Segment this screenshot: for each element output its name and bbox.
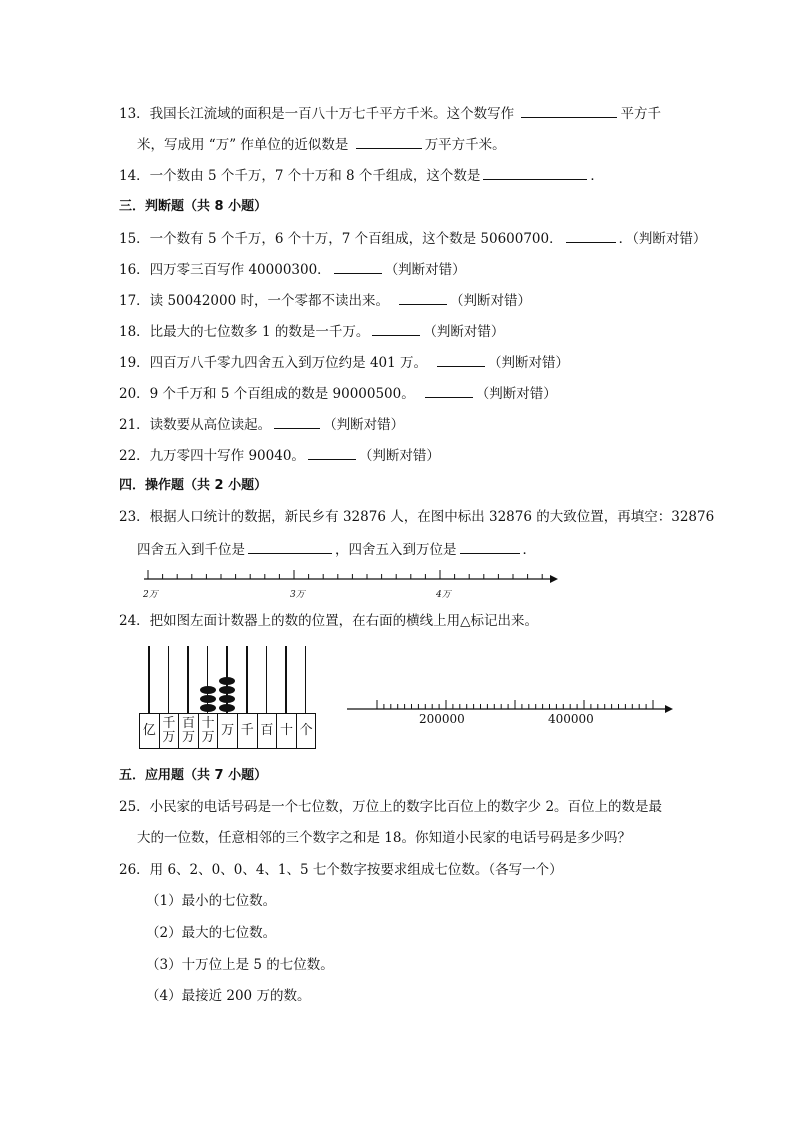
q18-suffix: （判断对错） — [423, 324, 505, 340]
q23-label-4wan: 4万 — [436, 590, 451, 600]
abacus-place-label: 亿 — [139, 713, 160, 749]
q24-number-line[interactable] — [345, 694, 675, 716]
q20 — [119, 384, 557, 403]
abacus-place-label: 百 万 — [178, 713, 199, 749]
abacus-rod — [285, 646, 287, 714]
q19 — [119, 353, 569, 372]
q13-text-unit: 平方千 — [620, 106, 661, 122]
abacus-bead — [219, 704, 235, 712]
q23-ticks — [148, 570, 542, 579]
abacus-bead — [200, 686, 216, 694]
abacus-place-label: 千 — [237, 713, 258, 749]
q23-line1: 23．根据人口统计的数据，新民乡有 32876 人，在图中标出 32876 的大致位置，再填空：32876 — [119, 509, 715, 525]
q21-blank[interactable] — [274, 415, 320, 429]
abacus-bead — [219, 686, 235, 694]
q16 — [119, 260, 466, 279]
abacus-rod — [187, 646, 189, 714]
q20-blank[interactable] — [425, 384, 473, 398]
q18-text: 18．比最大的七位数多 1 的数是一千万。 — [119, 324, 370, 340]
q14-text: 14．一个数由 5 个千万，7 个十万和 8 个千组成，这个数是 — [119, 168, 481, 184]
q19-blank[interactable] — [437, 353, 485, 367]
q17-suffix: （判断对错） — [449, 293, 531, 309]
q21-suffix: （判断对错） — [323, 417, 405, 433]
q23-blank-1[interactable] — [248, 540, 332, 554]
q14-period: ． — [590, 168, 604, 184]
q13-text-2: 米，写成用 “万” 作单位的近似数是 — [137, 137, 349, 153]
q26-item-3: （3）十万位上是 5 的七位数。 — [146, 957, 334, 973]
abacus-bead — [200, 704, 216, 712]
q22-suffix: （判断对错） — [358, 448, 440, 464]
q13-text-unit-2: 万平方千米。 — [424, 137, 506, 153]
q18 — [119, 322, 504, 341]
q23-text-c: ． — [522, 542, 536, 558]
q20-suffix: （判断对错） — [475, 386, 557, 402]
q22-text: 22．九万零四十写作 90040。 — [119, 448, 305, 464]
q25-line1: 25．小民家的电话号码是一个七位数，万位上的数字比百位上的数字少 2。百位上的数是最 — [119, 799, 663, 815]
q23-text-a: 四舍五入到千位是 — [137, 542, 245, 558]
q21 — [119, 415, 404, 434]
abacus-rod — [266, 646, 268, 714]
abacus-bead — [219, 695, 235, 703]
q23-number-line[interactable] — [140, 565, 560, 601]
q13-blank-1[interactable] — [521, 104, 617, 118]
q17-text: 17．读 50042000 时，一个零都不读出来。 — [119, 293, 389, 309]
q15-blank[interactable] — [566, 229, 616, 243]
q22-blank[interactable] — [308, 446, 356, 460]
q18-blank[interactable] — [372, 322, 420, 336]
q23-label-2wan: 2万 — [143, 590, 158, 600]
q17-blank[interactable] — [399, 291, 447, 305]
q26-item-4: （4）最接近 200 万的数。 — [146, 988, 311, 1004]
section-4-heading: 四．操作题（共 2 小题） — [119, 478, 268, 493]
abacus-rod — [246, 646, 248, 714]
abacus-place-label: 万 — [217, 713, 238, 749]
q15 — [119, 229, 706, 248]
q24-label-200000: 200000 — [419, 712, 465, 726]
abacus-bead — [200, 695, 216, 703]
abacus-place-label: 个 — [296, 713, 317, 749]
q19-text: 19．四百万八千零九四舍五入到万位约是 401 万。 — [119, 355, 428, 371]
q24-axis-arrow — [665, 705, 673, 713]
q15-text: 15．一个数有 5 个千万，6 个十万，7 个百组成，这个数是 50600700． — [119, 231, 563, 247]
q19-suffix: （判断对错） — [488, 355, 570, 371]
abacus-rod — [168, 646, 170, 714]
q22 — [119, 446, 440, 465]
section-3-heading: 三．判断题（共 8 小题） — [119, 199, 268, 214]
q16-blank[interactable] — [334, 260, 382, 274]
q26-intro: 26．用 6、2、0、0、4、1、5 七个数字按要求组成七位数。（各写一个） — [119, 862, 563, 878]
q26-item-1: （1）最小的七位数。 — [146, 893, 277, 909]
abacus-place-label: 百 — [257, 713, 278, 749]
q23-line2 — [137, 540, 536, 559]
q13-blank-2[interactable] — [356, 135, 422, 149]
q23-text-b: ，四舍五入到万位是 — [335, 542, 457, 558]
q14-blank[interactable] — [483, 166, 587, 180]
abacus-place-label: 十 — [276, 713, 297, 749]
abacus-place-label: 十 万 — [198, 713, 219, 749]
q20-text: 20．9 个千万和 5 个百组成的数是 90000500。 — [119, 386, 415, 402]
q16-text: 16．四万零三百写作 40000300． — [119, 262, 331, 278]
q13-line1 — [119, 104, 661, 123]
q25-line2: 大的一位数，任意相邻的三个数字之和是 18。你知道小民家的电话号码是多少吗？ — [137, 830, 631, 846]
q24-ticks — [377, 700, 653, 709]
q13-line2 — [137, 135, 506, 154]
q24-text: 24．把如图左面计数器上的数的位置，在右面的横线上用△标记出来。 — [119, 613, 539, 629]
q26-item-2: （2）最大的七位数。 — [146, 925, 277, 941]
q16-suffix: （判断对错） — [384, 262, 466, 278]
q13-text: 13．我国长江流域的面积是一百八十万七千平方千米。这个数写作 — [119, 106, 515, 122]
q17 — [119, 291, 531, 310]
q21-text: 21．读数要从高位读起。 — [119, 417, 272, 433]
q24-label-400000: 400000 — [548, 712, 594, 726]
section-5-heading: 五．应用题（共 7 小题） — [119, 768, 268, 783]
q23-axis-arrow — [550, 575, 558, 583]
abacus-rod — [148, 646, 150, 714]
abacus-rod — [305, 646, 307, 714]
abacus-place-label: 千 万 — [159, 713, 180, 749]
q23-blank-2[interactable] — [460, 540, 520, 554]
q14 — [119, 166, 604, 185]
abacus-bead — [219, 677, 235, 685]
q23-label-3wan: 3万 — [290, 590, 305, 600]
q15-suffix: ．（判断对错） — [618, 231, 707, 247]
